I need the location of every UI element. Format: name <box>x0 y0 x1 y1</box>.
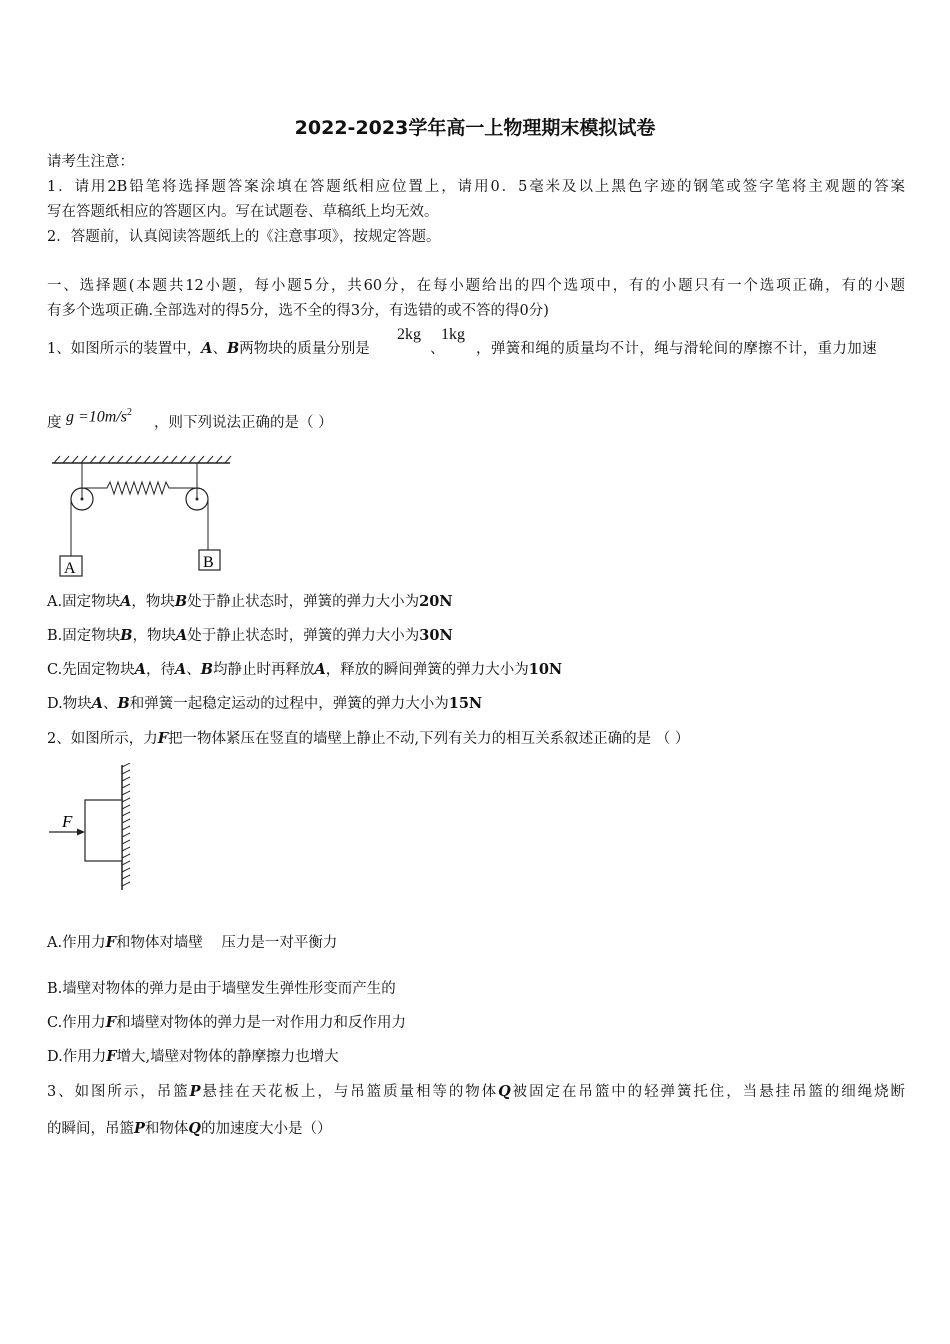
pressed-block <box>85 800 122 861</box>
section-instructions-line-1: 一、选择题(本题共12小题，每小题5分，共60分，在每小题给出的四个选项中，有的小题只有一个选项正确，有的小题 <box>47 278 905 294</box>
ceiling-hatching <box>54 456 231 463</box>
gravity-value: $g =10m/s^2$ <box>66 407 133 426</box>
mass-a-value: 2kg <box>397 326 421 343</box>
question-3-line-2: 的瞬间，吊篮P和物体Q的加速度大小是（） <box>47 1120 332 1137</box>
spring-and-rope <box>82 482 197 494</box>
q1-option-c[interactable]: C.先固定物块A，待A、B均静止时再释放A，释放的瞬间弹簧的弹力大小为10N <box>47 661 563 678</box>
question-1-line-2: 度 <box>47 415 62 431</box>
q2-option-d[interactable]: D.作用力F增大,墙壁对物体的静摩擦力也增大 <box>47 1048 339 1065</box>
q1-option-a[interactable]: A.固定物块A，物块B处于静止状态时，弹簧的弹力大小为20N <box>47 593 453 610</box>
q1-option-b[interactable]: B.固定物块B，物块A处于静止状态时，弹簧的弹力大小为30N <box>47 627 453 644</box>
block-b-label: B <box>203 554 214 571</box>
pulley-spring-figure <box>47 455 237 580</box>
q2-option-b[interactable]: B.墙壁对物体的弹力是由于墙壁发生弹性形变而产生的 <box>47 981 396 997</box>
wall-hatching <box>122 763 130 886</box>
notice-line-1b: 写在答题纸相应的答题区内。写在试题卷、草稿纸上均无效。 <box>47 204 439 220</box>
question-1-line-1: 1、如图所示的装置中，A、B两物块的质量分别是 <box>47 340 370 357</box>
question-1-line-1-end: ，弹簧和绳的质量均不计，绳与滑轮间的摩擦不计，重力加速 <box>476 341 877 357</box>
question-2-text: 2、如图所示，力F把一物体紧压在竖直的墙壁上静止不动,下列有关力的相互关系叙述正确的是 （ ） <box>47 730 690 747</box>
force-arrow-head <box>77 829 85 836</box>
wall-block-figure <box>47 763 142 893</box>
left-pulley-axle <box>81 498 84 501</box>
page-title: 2022-2023学年高一上物理期末模拟试卷 <box>294 117 656 139</box>
q2-option-a[interactable]: A.作用力F和物体对墙壁 压力是一对平衡力 <box>47 934 338 951</box>
block-a-label: A <box>64 560 76 577</box>
q1-option-d[interactable]: D.物块A、B和弹簧一起稳定运动的过程中，弹簧的弹力大小为15N <box>47 695 483 712</box>
notice-heading: 请考生注意： <box>47 154 134 170</box>
q2-option-c[interactable]: C.作用力F和墙壁对物体的弹力是一对作用力和反作用力 <box>47 1014 406 1031</box>
force-label: F <box>62 812 73 831</box>
question-1-prompt: ，则下列说法正确的是（ ） <box>154 415 333 431</box>
right-pulley-axle <box>196 498 199 501</box>
notice-line-1a: 1．请用2B铅笔将选择题答案涂填在答题纸相应位置上，请用0．5毫米及以上黑色字迹的钢笔或签字笔将主观题的答案 <box>47 179 905 195</box>
question-3-line-1: 3、如图所示，吊篮P悬挂在天花板上，与吊篮质量相等的物体Q被固定在吊篮中的轻弹簧托住，当悬挂吊篮的细绳烧断 <box>47 1083 906 1100</box>
mass-b-value: 1kg <box>441 326 465 343</box>
section-instructions-line-2: 有多个选项正确.全部选对的得5分，选不全的得3分，有选错的或不答的得0分) <box>47 303 549 319</box>
notice-line-2: 2．答题前，认真阅读答题纸上的《注意事项》，按规定答题。 <box>47 229 441 245</box>
mass-separator: 、 <box>430 341 445 357</box>
